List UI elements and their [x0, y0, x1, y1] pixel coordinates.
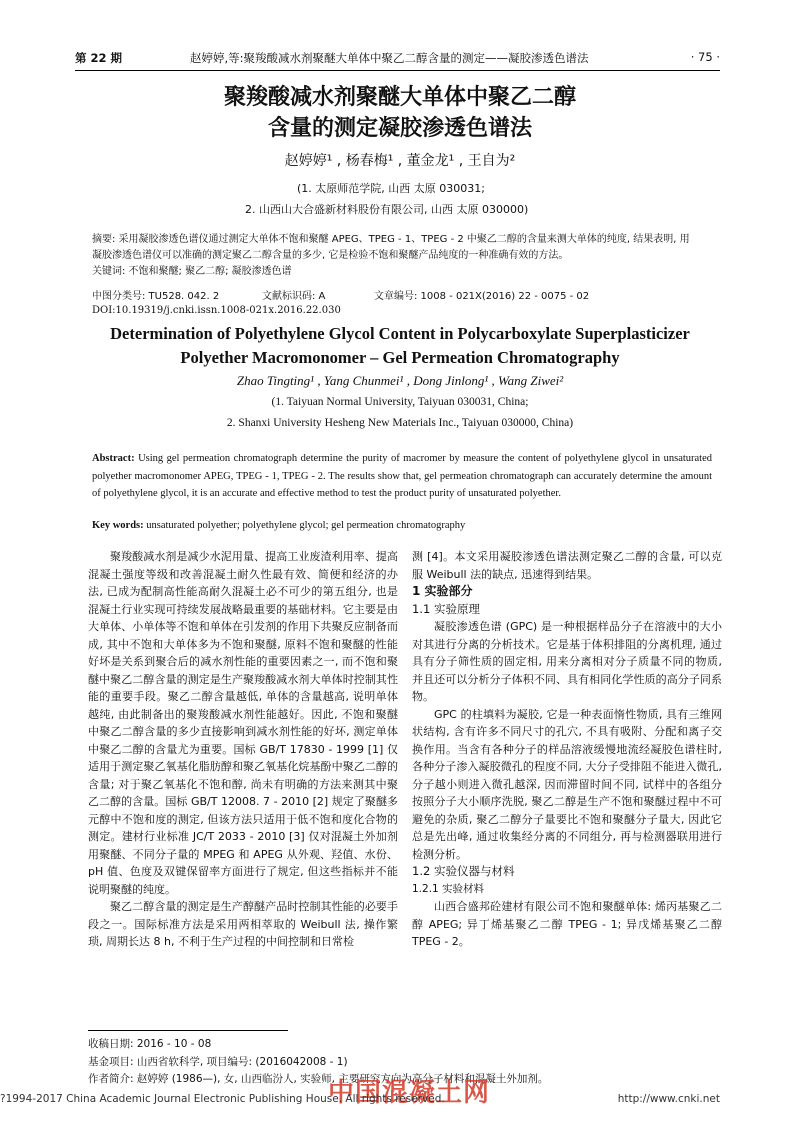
running-title: 赵婷婷,等:聚羧酸减水剂聚醚大单体中聚乙二醇含量的测定——凝胶渗透色谱法 [190, 51, 589, 65]
author-bio: 作者简介: 赵婷婷 (1986—), 女, 山西临汾人, 实验师, 主要研究方向为高分子材料和混凝土外加剂。 [88, 1073, 549, 1085]
body-paragraph: 聚羧酸减水剂是减少水泥用量、提高工业废渣利用率、提高混凝土强度等级和改善混凝土耐久性最有效、简便和经济的办法, 已成为配制高性能高耐久混凝土必不可少的第五组分, 也是混凝土行业实现可持续发展战略最重要的基础材料。它主要是由大单体、小单体等不饱和单体在引发剂的作用下共聚反应制备而成, 其中不饱和大单体多为不饱和聚醚, 原料不饱和聚醚的性能好坏是关系到聚合后的减水剂性能的重要因素之一, 而不饱和聚醚中聚乙二醇含量的测定是生产聚羧酸减水剂大单体时控制其性能的重要手段。聚乙二醇含量越低, 单体的含量越高, 说明单体越纯, 由此制备出的聚羧酸减水剂性能越好。因此, 不饱和聚醚中聚乙二醇含量的多少直接影响到减水剂性能的好坏, 测定单体中聚乙二醇的含量尤为重要。国标 GB/T 17830 - 1999 [1] 仅适用于测定聚乙氧基化脂肪醇和聚乙氧基化烷基酚中聚乙二醇的含量; 对于聚乙氧基化不饱和醇, 尚未有明确的方法来测其中聚乙二醇的含量。国标 GB/T 12008. 7 - 2010 [2] 规定了聚醚多元醇中不饱和度的测定, 但该方法只适用于低不饱和度化合物的测定。建材行业标准 JC/T 2033 - 2010 [3] 仅对混凝土外加剂用聚醚、不同分子量的 MPEG 和 APEG 从外观、羟值、水份、pH 值、色度及双键保留率方面进行了规定, 但这些指标并不能说明聚醚的纯度。 [88, 550, 398, 896]
cn-title-line: 含量的测定凝胶渗透色谱法 [267, 116, 532, 141]
clc-number: 中图分类号: TU528. 042. 2 [92, 291, 220, 302]
en-affiliation: (1. Taiyuan Normal University, Taiyuan 030031, China; [271, 396, 529, 408]
footer-url: http://www.cnki.net [617, 1093, 720, 1105]
cn-affiliation: (1. 太原师范学院, 山西 太原 030031; [297, 182, 485, 195]
body-paragraph: 聚乙二醇含量的测定是生产醇醚产品时控制其性能的必要手段之一。国际标准方法是采用两相萃取的 Weibull 法, 操作繁琐, 周期长达 8 h, 不利于生产过程的中间控制和日常检 [88, 900, 398, 948]
body-paragraph: 凝胶渗透色谱 (GPC) 是一种根据样品分子在溶液中的大小对其进行分离的分析技术。它是基于体积排阻的分离机理, 通过具有分子筛性质的固定相, 用来分离相对分子质量不同的物质, 并且还可以分析分子体积不同、具有相同化学性质的高分子同系物。 [412, 620, 722, 703]
subsection-heading: 1.1 实验原理 [412, 601, 480, 616]
en-keywords [92, 520, 712, 531]
running-header [75, 50, 720, 70]
en-abstract-text: Using gel permeation chromatograph determine the purity of macromer by measure the content of polyethylene glycol in unsaturated polyether macromonomer APEG, TPEG - 1, TPEG - 2. The results show that, gel permeation chromatograph can accurately determine the amount of polyethylene glycol, it is an accurate and effective method to test the product purity of unsaturated polyether. [92, 453, 713, 499]
copyright-notice: ?1994-2017 China Academic Journal Electronic Publishing House. All rights reserved. [0, 1093, 445, 1105]
watermark-logo: 中国混凝土网 [328, 1078, 491, 1108]
subsubsection-heading: 1.2.1 实验材料 [412, 882, 485, 895]
issue-number: 第 22 期 [75, 51, 123, 65]
en-keywords-label: Key words: [92, 520, 144, 531]
en-authors: Zhao Tingting¹ , Yang Chunmei¹ , Dong Jinlong¹ , Wang Ziwei² [236, 373, 564, 388]
cn-abstract [92, 232, 712, 280]
cn-authors: 赵婷婷¹ , 杨春梅¹ , 董金龙¹ , 王自为² [284, 153, 516, 169]
cn-affiliation: 2. 山西山大合盛新材料股份有限公司, 山西 太原 030000) [245, 203, 529, 216]
doi: DOI:10.19319/j.cnki.issn.1008-021x.2016.22.030 [92, 305, 341, 316]
fund-info: 基金项目: 山西省软科学, 项目编号: (2016042008 - 1) [88, 1055, 348, 1068]
page-number: · 75 · [690, 50, 720, 64]
en-affiliations [0, 392, 800, 434]
header-rule [75, 70, 720, 71]
en-title-line: Determination of Polyethylene Glycol Content in Polycarboxylate Superplasticizer [110, 324, 690, 343]
subsection-heading: 1.2 实验仪器与材料 [412, 864, 515, 878]
document-code: 文献标识码: A [262, 291, 326, 302]
en-title-line: Polyether Macromonomer – Gel Permeation Chromatography [180, 348, 620, 367]
en-keywords-text: unsaturated polyether; polyethylene glycol; gel permeation chromatography [146, 520, 466, 531]
cn-keywords: 关键词: 不饱和聚醚; 聚乙二醇; 凝胶渗透色谱 [92, 266, 292, 277]
section-heading: 1 实验部分 [412, 584, 473, 598]
cn-title [0, 82, 800, 144]
received-date: 收稿日期: 2016 - 10 - 08 [88, 1038, 212, 1050]
en-abstract-label: Abstract: [92, 453, 135, 464]
article-number: 文章编号: 1008 - 021X(2016) 22 - 0075 - 02 [374, 291, 590, 302]
body-column-left [88, 548, 398, 951]
classification-row [92, 287, 712, 301]
en-abstract [92, 450, 712, 503]
body-paragraph: 测 [4]。本文采用凝胶渗透色谱法测定聚乙二醇的含量, 可以克服 Weibull 法的缺点, 迅速得到结果。 [412, 550, 722, 581]
body-paragraph: 山西合盛邦砼建材有限公司不饱和聚醚单体: 烯丙基聚乙二醇 APEG; 异丁烯基聚乙二醇 TPEG - 1; 异戊烯基聚乙二醇 TPEG - 2。 [412, 900, 722, 948]
body-column-right [412, 548, 722, 951]
cn-abstract-line: 摘要: 采用凝胶渗透色谱仪通过测定大单体不饱和聚醚 APEG、TPEG - 1、TPEG - 2 中聚乙二醇的含量来测大单体的纯度, 结果表明, 用 [92, 234, 690, 245]
cn-affiliations [245, 178, 528, 220]
cn-title-line: 聚羧酸减水剂聚醚大单体中聚乙二醇 [223, 85, 576, 110]
en-title [0, 322, 800, 370]
footnote-rule [88, 1030, 288, 1031]
body-paragraph: GPC 的柱填料为凝胶, 它是一种表面惰性物质, 具有三维网状结构, 含有许多不同尺寸的孔穴, 不具有吸附、分配和离子交换作用。当含有各种分子的样品溶液缓慢地流经凝胶色谱柱时, 各种分子渗入凝胶微孔的程度不同, 大分子受排阻不能进入微孔, 分子越小则进入微孔越深, 因而滞留时间不同, 试样中的各组分按照分子大小顺序洗脱, 聚乙二醇是生产不饱和聚醚过程中不可避免的杂质, 聚乙二醇分子量要比不饱和聚醚分子量大, 因此它总是先出峰, 通过收集经分离的不同组分, 再与检测器联用进行检测分析。 [412, 707, 722, 861]
en-affiliation: 2. Shanxi University Hesheng New Materials Inc., Taiyuan 030000, China) [226, 417, 574, 429]
cn-abstract-line: 凝胶渗透色谱仪可以准确的测定聚乙二醇含量的多少, 它是检验不饱和聚醚产品纯度的一种准确有效的方法。 [92, 250, 569, 261]
